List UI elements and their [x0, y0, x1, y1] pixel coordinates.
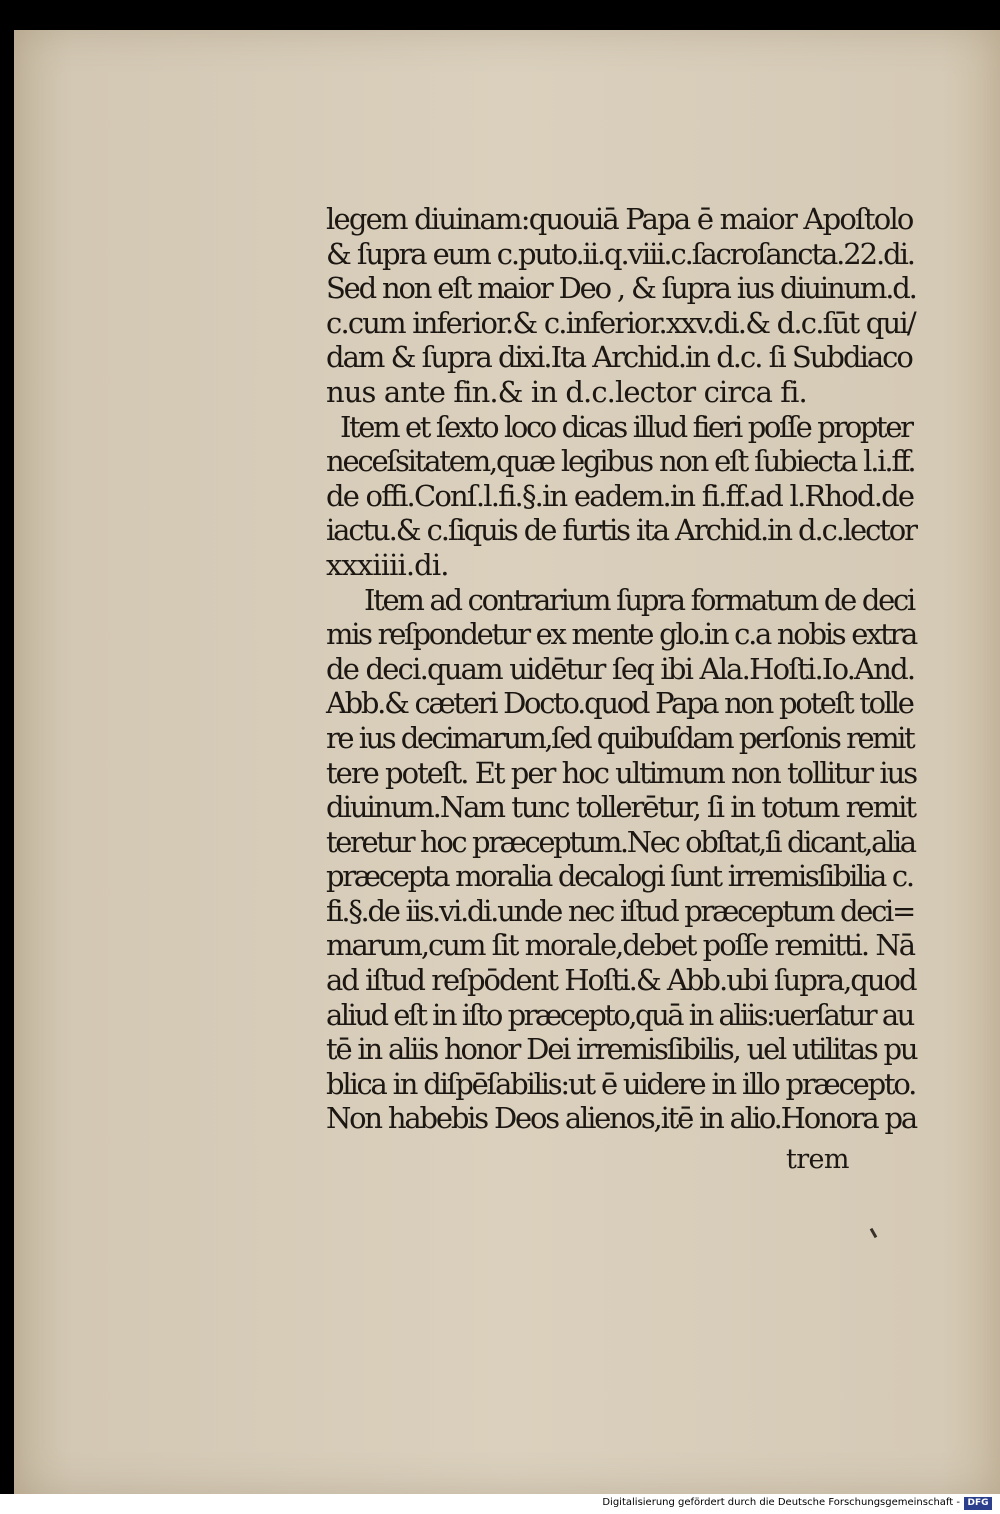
text-line: præcepta moralia decalogi ſunt irremisſibilia c. — [326, 859, 913, 894]
text-line: ad iſtud reſpōdent Hoſti.& Abb.ubi ſupra,quod — [326, 963, 916, 998]
scanned-page — [14, 30, 1000, 1494]
text-line: Abb.& cæteri Docto.quod Papa non poteſt tolle — [326, 686, 913, 721]
text-line: xxxiiii.di. — [326, 547, 449, 582]
text-line: Item ad contrarium ſupra formatum de deci — [364, 582, 914, 617]
main-text-block — [326, 202, 916, 1136]
funding-credit: Digitalisierung gefördert durch die Deutsche Forschungsgemeinschaft - — [602, 1497, 960, 1508]
text-line: c.cum inferior.& c.inferior.xxv.di.& d.c.ſūt qui/ — [326, 305, 915, 340]
text-line: tē in aliis honor Dei irremisſibilis, uel utilitas pu — [326, 1032, 917, 1067]
text-line: Non habebis Deos alienos,itē in alio.Honora pa — [326, 1101, 916, 1136]
digitization-footer — [0, 1494, 1000, 1514]
text-line: & ſupra eum c.puto.ii.q.viii.c.ſacroſancta.22.di. — [326, 236, 914, 271]
text-line: Sed non eſt maior Deo , & ſupra ius diuinum.d. — [326, 271, 916, 306]
text-line: fi.§.de iis.vi.di.unde nec iſtud præceptum deci= — [326, 893, 915, 928]
text-line: legem diuinam:quouiā Papa ē maior Apoſtolo — [326, 202, 913, 236]
text-line: aliud eſt in iſto præcepto,quā in aliis:uerſatur au — [326, 997, 913, 1032]
dfg-logo-icon: DFG — [964, 1497, 992, 1510]
text-line: tere poteſt. Et per hoc ultimum non tollitur ius — [326, 755, 917, 790]
text-line: re ius decimarum,ſed quibuſdam perſonis remit — [326, 720, 914, 755]
text-line: iactu.& c.ſiquis de furtis ita Archid.in d.c.lector — [326, 513, 916, 548]
text-line: neceſsitatem,quæ legibus non eſt ſubiecta l.i.ff. — [326, 444, 915, 479]
text-line: mis reſpondetur ex mente glo.in c.a nobis extra — [326, 617, 917, 652]
text-line: de offi.Conſ.l.fi.§.in eadem.in fi.ff.ad l.Rhod.de — [326, 478, 914, 513]
text-line: nus ante fin.& in d.c.lector circa fi. — [326, 374, 807, 409]
catchword: trem — [786, 1144, 849, 1175]
text-line: dam & ſupra dixi.Ita Archid.in d.c. ſi Subdiaco — [326, 340, 912, 375]
text-line: teretur hoc præceptum.Nec obſtat,ſi dicant,alia — [326, 824, 915, 859]
text-line: marum,cum ſit morale,debet poſſe remitti. Nā — [326, 928, 915, 963]
text-line: diuinum.Nam tunc tollerētur, ſi in totum remit — [326, 790, 916, 825]
ink-speck — [870, 1228, 878, 1238]
text-line: de deci.quam uidētur ſeq ibi Ala.Hoſti.Io.And. — [326, 651, 915, 686]
text-line: Item et ſexto loco dicas illud fieri poſſe propter — [340, 409, 912, 444]
text-line: blica in diſpēſabilis:ut ē uidere in illo præcepto. — [326, 1066, 916, 1101]
